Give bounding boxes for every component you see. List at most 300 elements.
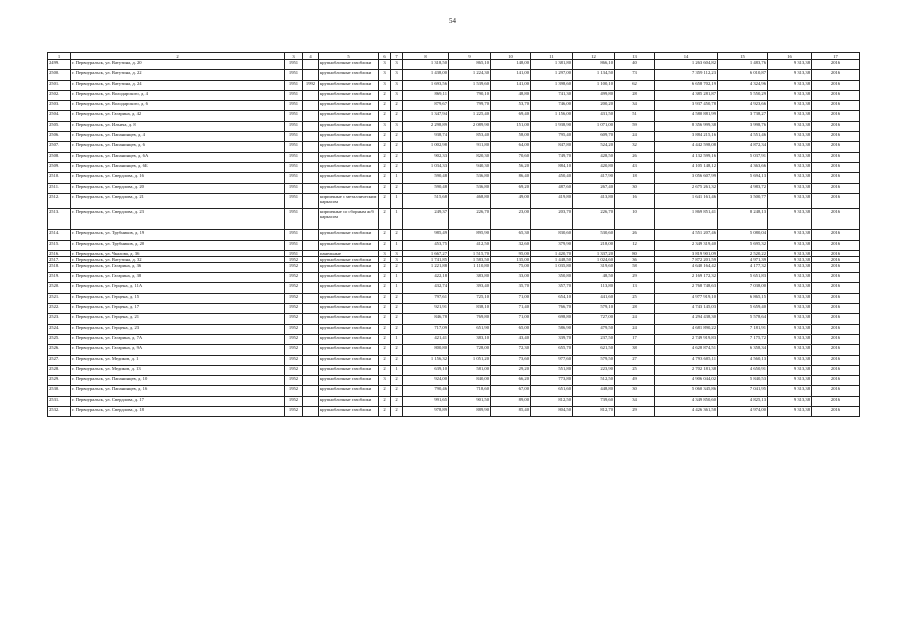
cell-col-9: 1 225,40: [449, 111, 491, 121]
cell-col-14: 2 749 919,83: [655, 334, 718, 344]
cell-col-9: 895,90: [449, 230, 491, 240]
cell-col-6: 3: [379, 60, 391, 70]
cell-col-1: 2529.: [48, 376, 71, 386]
cell-col-15: 5 550,29: [718, 90, 768, 100]
cell-col-3: 1951: [285, 250, 303, 256]
cell-col-17: 2016: [812, 262, 860, 272]
cell-col-10: 53,70: [491, 101, 531, 111]
table-row: [48, 209, 860, 230]
cell-col-14: 2 349 319,40: [655, 240, 718, 250]
cell-col-9: 769,80: [449, 314, 491, 324]
cell-col-13: 25: [615, 365, 655, 375]
cell-col-2: г. Первоуральск, ул. Свердлова, д. 23: [71, 209, 285, 230]
cell-col-15: 4 177,32: [718, 262, 768, 272]
cell-col-2: г. Первоуральск, ул. Папанинцев, д. 6: [71, 142, 285, 152]
cell-col-7: 2: [391, 386, 403, 396]
table-row: [48, 193, 860, 209]
cell-col-8: 846,78: [403, 314, 449, 324]
cell-col-5: крупноблочные газоблоки: [319, 345, 379, 355]
cell-col-5: крупноблочные газоблоки: [319, 90, 379, 100]
cell-col-3: 1952: [285, 324, 303, 334]
cell-col-1: 2503.: [48, 101, 71, 111]
cell-col-9: 383,80: [449, 273, 491, 283]
cell-col-2: г. Первоуральск, ул. Свердлова, д. 16: [71, 173, 285, 183]
cell-col-10: 49,00: [491, 193, 531, 209]
cell-col-3: 1952: [285, 376, 303, 386]
cell-col-17: 2016: [812, 355, 860, 365]
cell-col-12: 223,90: [573, 365, 615, 375]
cell-col-16: 9 313,38: [768, 60, 812, 70]
cell-col-3: 1951: [285, 132, 303, 142]
cell-col-7: 1: [391, 193, 403, 209]
cell-col-17: 2016: [812, 111, 860, 121]
cell-col-1: 2500.: [48, 70, 71, 80]
cell-col-5: крупноблочные газоблоки: [319, 111, 379, 121]
column-number-14: 14: [655, 53, 718, 60]
cell-col-3: 1951: [285, 101, 303, 111]
cell-col-2: г. Первоуральск, ул. Свердлова, д. 20: [71, 183, 285, 193]
cell-col-11: 419,80: [531, 193, 573, 209]
cell-col-8: 921,91: [403, 304, 449, 314]
table-row: [48, 90, 860, 100]
cell-col-1: 2511.: [48, 183, 71, 193]
cell-col-15: 2 520,22: [718, 250, 768, 256]
cell-col-5: крупноблочные газоблоки: [319, 262, 379, 272]
cell-col-3: 1951: [285, 111, 303, 121]
cell-col-10: 35,70: [491, 283, 531, 293]
cell-col-6: 2: [379, 152, 391, 162]
cell-col-5: крупноблочные газоблоки: [319, 183, 379, 193]
cell-col-12: 417,90: [573, 173, 615, 183]
cell-col-4: [303, 60, 319, 70]
cell-col-17: 2016: [812, 273, 860, 283]
table-row: [48, 142, 860, 152]
column-number-8: 8: [403, 53, 449, 60]
cell-col-3: 1951: [285, 80, 303, 90]
cell-col-8: 1 318,50: [403, 60, 449, 70]
cell-col-14: 4 132 599,16: [655, 152, 718, 162]
cell-col-14: 3 819 901,09: [655, 250, 718, 256]
cell-col-4: [303, 334, 319, 344]
cell-col-12: 420,80: [573, 162, 615, 172]
cell-col-14: 4 906 044,02: [655, 376, 718, 386]
cell-col-6: 2: [379, 324, 391, 334]
cell-col-15: 3 998,76: [718, 121, 768, 131]
cell-col-15: 6 010,87: [718, 70, 768, 80]
cell-col-4: [303, 230, 319, 240]
cell-col-8: 797,61: [403, 293, 449, 303]
cell-col-11: 749,70: [531, 152, 573, 162]
cell-col-8: 1 741,85: [403, 256, 449, 262]
cell-col-11: 977,60: [531, 355, 573, 365]
cell-col-11: 654,10: [531, 293, 573, 303]
cell-col-11: 379,90: [531, 240, 573, 250]
cell-col-12: 1 100,10: [573, 80, 615, 90]
cell-col-11: 651,60: [531, 386, 573, 396]
cell-col-9: 840,00: [449, 376, 491, 386]
cell-col-4: [303, 283, 319, 293]
cell-col-7: 1: [391, 273, 403, 283]
cell-col-7: 1: [391, 365, 403, 375]
cell-col-14: 6 658 702,19: [655, 80, 718, 90]
cell-col-9: 940,30: [449, 162, 491, 172]
cell-col-6: 2: [379, 173, 391, 183]
cell-col-1: 2517.: [48, 256, 71, 262]
cell-col-11: 586,90: [531, 324, 573, 334]
cell-col-6: 2: [379, 314, 391, 324]
cell-col-17: 2016: [812, 101, 860, 111]
table-row: [48, 334, 860, 344]
cell-col-4: [303, 376, 319, 386]
cell-col-6: 2: [379, 209, 391, 230]
cell-col-14: 4 349 850,60: [655, 396, 718, 406]
cell-col-10: 65,30: [491, 230, 531, 240]
cell-col-14: 4 385 281,87: [655, 90, 718, 100]
cell-col-5: крупноблочные газоблоки: [319, 70, 379, 80]
cell-col-15: 6 358,34: [718, 345, 768, 355]
cell-col-13: 16: [615, 193, 655, 209]
cell-col-2: г. Первоуральск, ул. Гагарина, д. 36: [71, 262, 285, 272]
cell-col-7: 2: [391, 355, 403, 365]
cell-col-2: г. Первоуральск, ул. Гагарина, д. 7А: [71, 334, 285, 344]
cell-col-14: 3 937 450,78: [655, 101, 718, 111]
cell-col-1: 2515.: [48, 240, 71, 250]
cell-col-12: 727,00: [573, 314, 615, 324]
cell-col-7: 2: [391, 314, 403, 324]
cell-col-3: 1952: [285, 365, 303, 375]
cell-col-10: 58,00: [491, 132, 531, 142]
cell-col-11: 884,10: [531, 162, 573, 172]
cell-col-16: 9 313,38: [768, 365, 812, 375]
cell-col-10: 56,20: [491, 162, 531, 172]
cell-col-4: [303, 70, 319, 80]
cell-col-9: 536,80: [449, 173, 491, 183]
cell-col-10: 95,00: [491, 250, 531, 256]
cell-col-4: [303, 345, 319, 355]
cell-col-10: 69,20: [491, 183, 531, 193]
cell-col-4: [303, 162, 319, 172]
cell-col-8: 1 156,32: [403, 355, 449, 365]
cell-col-11: 1 938,90: [531, 121, 573, 131]
cell-col-16: 9 313,38: [768, 283, 812, 293]
cell-col-5: крупноблочные газоблоки: [319, 283, 379, 293]
column-number-header: [48, 53, 860, 60]
cell-col-17: 2016: [812, 230, 860, 240]
cell-col-10: 86,40: [491, 173, 531, 183]
cell-col-3: 1951: [285, 193, 303, 209]
cell-col-6: 2: [379, 283, 391, 293]
cell-col-13: 62: [615, 80, 655, 90]
cell-col-11: 1 381,80: [531, 60, 573, 70]
cell-col-5: крупноблочные газоблоки: [319, 173, 379, 183]
cell-col-12: 739,60: [573, 396, 615, 406]
cell-col-12: 267,40: [573, 183, 615, 193]
cell-col-15: 5 695,32: [718, 240, 768, 250]
cell-col-9: 1 515,70: [449, 250, 491, 256]
cell-col-17: 2016: [812, 193, 860, 209]
cell-col-16: 9 313,38: [768, 256, 812, 262]
cell-col-12: 579,10: [573, 304, 615, 314]
cell-col-8: 991,65: [403, 396, 449, 406]
cell-col-16: 9 313,38: [768, 230, 812, 240]
cell-col-14: 5 060 345,86: [655, 386, 718, 396]
cell-col-12: 113,80: [573, 283, 615, 293]
cell-col-8: 924,00: [403, 376, 449, 386]
cell-col-17: 2016: [812, 334, 860, 344]
cell-col-17: 2016: [812, 293, 860, 303]
cell-col-9: 911,80: [449, 142, 491, 152]
cell-col-10: 72,30: [491, 345, 531, 355]
cell-col-13: 25: [615, 293, 655, 303]
cell-col-12: 621,50: [573, 345, 615, 355]
cell-col-13: 17: [615, 334, 655, 344]
column-number-15: 15: [718, 53, 768, 60]
cell-col-5: крупноблочные газоблоки: [319, 376, 379, 386]
cell-col-9: 725,10: [449, 293, 491, 303]
cell-col-14: 7 359 112,23: [655, 70, 718, 80]
cell-col-7: 3: [391, 80, 403, 90]
cell-col-6: 2: [379, 355, 391, 365]
cell-col-5: крупноблочные газоблоки: [319, 240, 379, 250]
cell-col-7: 2: [391, 345, 403, 355]
cell-col-3: 1952: [285, 407, 303, 417]
column-number-11: 11: [531, 53, 573, 60]
cell-col-7: 2: [391, 230, 403, 240]
cell-col-14: 8 356 999,38: [655, 121, 718, 131]
cell-col-9: 651,90: [449, 324, 491, 334]
cell-col-17: 2016: [812, 183, 860, 193]
cell-col-4: [303, 183, 319, 193]
table-row: [48, 376, 860, 386]
cell-col-15: 4 560,13: [718, 355, 768, 365]
cell-col-1: 2508.: [48, 152, 71, 162]
cell-col-1: 2531.: [48, 396, 71, 406]
cell-col-17: 2016: [812, 60, 860, 70]
table-row: [48, 173, 860, 183]
cell-col-8: 800,80: [403, 345, 449, 355]
column-number-10: 10: [491, 53, 531, 60]
cell-col-5: крупноблочные газоблоки: [319, 142, 379, 152]
cell-col-16: 9 313,38: [768, 334, 812, 344]
cell-col-7: 2: [391, 183, 403, 193]
cell-col-17: 2016: [812, 407, 860, 417]
cell-col-17: 2016: [812, 396, 860, 406]
cell-col-15: 8 248,13: [718, 209, 768, 230]
cell-col-6: 2: [379, 304, 391, 314]
cell-col-2: г. Первоуральск, ул. Гагарина, д. 38: [71, 273, 285, 283]
cell-col-6: 3: [379, 376, 391, 386]
cell-col-9: 865,10: [449, 60, 491, 70]
cell-col-6: 2: [379, 183, 391, 193]
cell-col-17: 2016: [812, 173, 860, 183]
cell-col-16: 9 313,38: [768, 304, 812, 314]
cell-col-14: 2 702 181,38: [655, 365, 718, 375]
cell-col-9: 901,50: [449, 396, 491, 406]
cell-col-13: 59: [615, 121, 655, 131]
cell-col-8: 432,74: [403, 283, 449, 293]
cell-col-14: 4 793 605,11: [655, 355, 718, 365]
cell-col-12: 200,20: [573, 101, 615, 111]
cell-col-9: 2 089,90: [449, 121, 491, 131]
cell-col-9: 226,70: [449, 209, 491, 230]
cell-col-16: 9 313,38: [768, 355, 812, 365]
cell-col-16: 9 313,38: [768, 80, 812, 90]
cell-col-10: 33,00: [491, 273, 531, 283]
cell-col-6: 2: [379, 111, 391, 121]
housing-register-table: [47, 52, 860, 417]
cell-col-4: [303, 121, 319, 131]
cell-col-12: 1 134,50: [573, 70, 615, 80]
cell-col-7: 3: [391, 250, 403, 256]
table-row: [48, 183, 860, 193]
cell-col-14: 4 551 207,46: [655, 230, 718, 240]
cell-col-4: [303, 209, 319, 230]
cell-col-16: 9 313,38: [768, 142, 812, 152]
cell-col-13: 26: [615, 230, 655, 240]
table-row: [48, 407, 860, 417]
cell-col-11: 1 156,00: [531, 111, 573, 121]
cell-col-3: 1951: [285, 230, 303, 240]
cell-col-3: 1951: [285, 142, 303, 152]
cell-col-3: 1952: [285, 273, 303, 283]
cell-col-16: 9 313,38: [768, 152, 812, 162]
cell-col-17: 2016: [812, 80, 860, 90]
cell-col-16: 9 313,38: [768, 121, 812, 131]
cell-col-12: 431,50: [573, 111, 615, 121]
cell-col-6: 2: [379, 293, 391, 303]
cell-col-15: 4 872,34: [718, 142, 768, 152]
cell-col-15: 3 500,77: [718, 193, 768, 209]
cell-col-5: кирпичные со сборным ж/б каркасом: [319, 209, 379, 230]
cell-col-4: [303, 396, 319, 406]
cell-col-9: 412,50: [449, 240, 491, 250]
cell-col-6: 2: [379, 90, 391, 100]
cell-col-11: 804,50: [531, 407, 573, 417]
table-row: [48, 230, 860, 240]
cell-col-3: 1951: [285, 209, 303, 230]
cell-col-15: 5 659,40: [718, 304, 768, 314]
cell-col-12: 812,70: [573, 407, 615, 417]
cell-col-16: 9 313,38: [768, 209, 812, 230]
cell-col-4: [303, 262, 319, 272]
cell-col-5: крупноблочные газоблоки: [319, 152, 379, 162]
cell-col-13: 10: [615, 209, 655, 230]
cell-col-12: 237,50: [573, 334, 615, 344]
cell-col-7: 2: [391, 262, 403, 272]
cell-col-5: крупноблочные газоблоки: [319, 101, 379, 111]
cell-col-11: 812,50: [531, 396, 573, 406]
cell-col-4: [303, 355, 319, 365]
cell-col-9: 718,60: [449, 386, 491, 396]
cell-col-4: 1992: [303, 80, 319, 90]
cell-col-13: 34: [615, 396, 655, 406]
cell-col-17: 2016: [812, 209, 860, 230]
cell-col-8: 902,33: [403, 152, 449, 162]
cell-col-14: 3 056 607,99: [655, 173, 718, 183]
table-row: [48, 304, 860, 314]
cell-col-16: 9 313,38: [768, 293, 812, 303]
cell-col-7: 3: [391, 121, 403, 131]
cell-col-12: 226,70: [573, 209, 615, 230]
cell-col-7: 2: [391, 111, 403, 121]
cell-col-17: 2016: [812, 314, 860, 324]
cell-col-14: 1 869 851,41: [655, 209, 718, 230]
cell-col-11: 487,60: [531, 183, 573, 193]
column-number-2: 2: [71, 53, 285, 60]
cell-col-11: 350,80: [531, 273, 573, 283]
cell-col-15: 7 038,00: [718, 283, 768, 293]
cell-col-17: 2016: [812, 142, 860, 152]
cell-col-16: 9 313,38: [768, 90, 812, 100]
cell-col-3: 1952: [285, 256, 303, 262]
cell-col-3: 1952: [285, 283, 303, 293]
cell-col-16: 9 313,38: [768, 407, 812, 417]
cell-col-15: 7 181,91: [718, 324, 768, 334]
cell-col-2: г. Первоуральск, ул. Папанинцев, д. 6Б: [71, 162, 285, 172]
cell-col-1: 2526.: [48, 345, 71, 355]
cell-col-6: 3: [379, 121, 391, 131]
cell-col-2: г. Первоуральск, ул. Медиков, д. 1: [71, 355, 285, 365]
cell-col-9: 536,80: [449, 183, 491, 193]
cell-col-13: 51: [615, 111, 655, 121]
cell-col-10: 141,00: [491, 70, 531, 80]
cell-col-11: 357,70: [531, 283, 573, 293]
cell-col-2: г. Первоуральск, ул. Ильича, д. 8: [71, 121, 285, 131]
column-number-4: 4: [303, 53, 319, 60]
cell-col-14: 4 743 145,03: [655, 304, 718, 314]
cell-col-1: 2518.: [48, 262, 71, 272]
cell-col-10: 89,00: [491, 396, 531, 406]
cell-col-1: 2499.: [48, 60, 71, 70]
cell-col-1: 2519.: [48, 273, 71, 283]
cell-col-14: 2 675 261,32: [655, 183, 718, 193]
cell-col-2: г. Первоуральск, ул. Володарского, д. 6: [71, 101, 285, 111]
cell-col-6: 2: [379, 142, 391, 152]
cell-col-14: 4 681 890,22: [655, 324, 718, 334]
cell-col-9: 1 224,30: [449, 70, 491, 80]
cell-col-13: 43: [615, 162, 655, 172]
cell-col-11: 1 448,50: [531, 256, 573, 262]
cell-col-6: 3: [379, 250, 391, 256]
cell-col-7: 2: [391, 152, 403, 162]
cell-col-2: г. Первоуральск, ул. Герцена, д. 15: [71, 293, 285, 303]
cell-col-9: 853,40: [449, 132, 491, 142]
cell-col-12: 1 071,00: [573, 121, 615, 131]
cell-col-9: 393,40: [449, 283, 491, 293]
cell-col-9: 889,90: [449, 407, 491, 417]
cell-col-10: 71,00: [491, 314, 531, 324]
cell-col-7: 3: [391, 256, 403, 262]
cell-col-17: 2016: [812, 324, 860, 334]
cell-col-16: 9 313,38: [768, 162, 812, 172]
header-row: [48, 53, 860, 60]
cell-col-13: 26: [615, 152, 655, 162]
cell-col-6: 2: [379, 365, 391, 375]
cell-col-13: 34: [615, 101, 655, 111]
cell-col-7: 2: [391, 396, 403, 406]
cell-col-15: 4 974,00: [718, 407, 768, 417]
cell-col-8: 938,74: [403, 132, 449, 142]
cell-col-17: 2016: [812, 152, 860, 162]
cell-col-10: 29,20: [491, 365, 531, 375]
cell-col-2: г. Первоуральск, ул. Герцена, д. 21: [71, 314, 285, 324]
cell-col-13: 29: [615, 407, 655, 417]
table-row: [48, 365, 860, 375]
cell-col-4: [303, 407, 319, 417]
cell-col-10: 135,00: [491, 256, 531, 262]
cell-col-14: 3 884 215,16: [655, 132, 718, 142]
cell-col-4: [303, 293, 319, 303]
